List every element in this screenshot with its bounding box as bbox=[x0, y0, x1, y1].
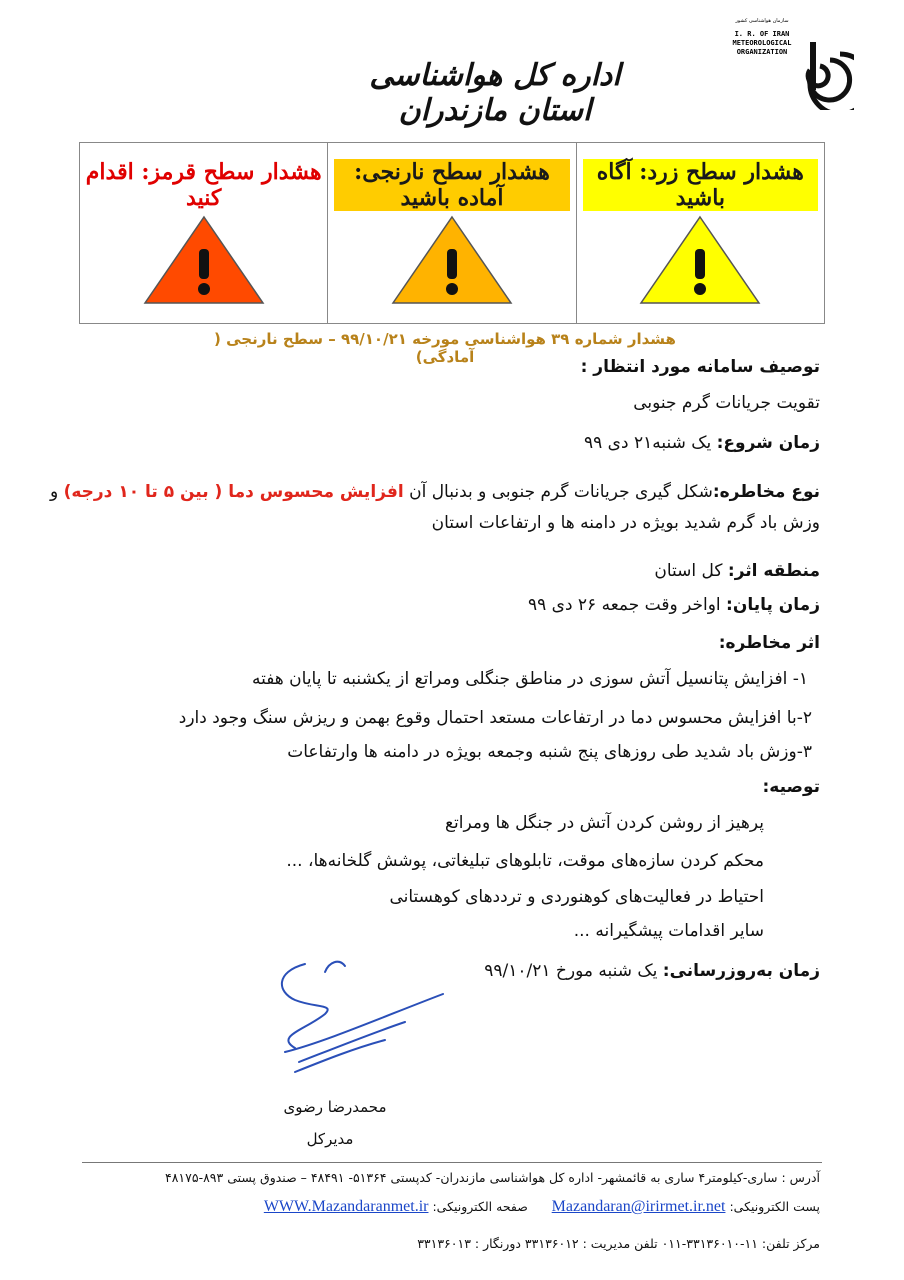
email-link[interactable]: Mazandaran@irirmet.ir.net bbox=[551, 1198, 726, 1215]
end-value: اواخر وقت جمعه ۲۶ دی ۹۹ bbox=[527, 595, 727, 615]
effect-item: ۱- افزایش پتانسیل آتش سوزی در مناطق جنگلی ومراتع از یکشنبه تا پایان هفته bbox=[251, 669, 808, 689]
level-orange-label: هشدار سطح نارنجی: آماده باشید bbox=[334, 159, 569, 211]
signatory-name: محمدرضا رضوی bbox=[283, 1098, 387, 1116]
area-row bbox=[654, 556, 820, 586]
handwritten-signature bbox=[265, 952, 465, 1082]
meteorological-organization-logo bbox=[722, 14, 854, 110]
start-row bbox=[584, 428, 820, 458]
hazard-label: نوع مخاطره: bbox=[712, 482, 820, 502]
logo-text-persian: سازمان هواشناسی کشور bbox=[735, 18, 789, 24]
advice-item: احتیاط در فعالیت‌های کوهنوردی و ترددهای کوهستانی bbox=[389, 887, 764, 907]
advice-item: محکم کردن سازه‌های موقت، تابلوهای تبلیغاتی، پوشش گلخانه‌ها، ... bbox=[286, 851, 764, 871]
footer-address: آدرس : ساری-کیلومتر۴ ساری به قائمشهر- اداره کل هواشناسی مازندران- کدپستی ۵۱۳۶۴- ۴۸۴۹۱ – صندوق پستی ۸۹۳-۴۸۱۷۵ bbox=[164, 1170, 820, 1185]
effect-item: ۲-با افزایش محسوس دما در ارتفاعات مستعد احتمال وقوع بهمن و ریزش سنگ وجود دارد bbox=[178, 708, 812, 728]
email-label: پست الکترونیکی: bbox=[729, 1199, 820, 1214]
hazard-highlight: افزایش محسوس دما ( بین ۵ تا ۱۰ درجه) bbox=[63, 482, 404, 502]
area-label: منطقه اثر: bbox=[727, 561, 820, 581]
organization-title: اداره کل هواشناسی استان مازندران bbox=[369, 58, 621, 128]
level-yellow-cell bbox=[576, 143, 824, 323]
warning-triangle-red-icon bbox=[143, 215, 265, 305]
end-row bbox=[528, 590, 820, 620]
signatory-title: مدیرکل bbox=[306, 1130, 354, 1148]
hazard-text-2: و bbox=[49, 482, 64, 502]
footer-contact-row bbox=[264, 1198, 820, 1216]
hazard-line-2: وزش باد گرم شدید بویژه در دامنه ها و ارتفاعات استان bbox=[431, 513, 820, 533]
warning-subtitle: هشدار شماره ۳۹ هواشناسی مورخه ۹۹/۱۰/۲۱ – سطح نارنجی ( آمادگی) bbox=[214, 330, 676, 366]
footer-divider bbox=[82, 1162, 822, 1163]
advice-label: توصیه: bbox=[762, 777, 820, 797]
system-value: تقویت جریانات گرم جنوبی bbox=[633, 393, 820, 413]
effects-label-row bbox=[719, 628, 820, 658]
start-value: یک شنبه۲۱ دی ۹۹ bbox=[584, 433, 717, 453]
website-link[interactable]: WWW.Mazandaranmet.ir bbox=[263, 1198, 429, 1215]
hazard-text-1: شکل گیری جریانات گرم جنوبی و بدنبال آن bbox=[403, 482, 713, 502]
update-label: زمان به‌روزرسانی: bbox=[662, 961, 820, 981]
effects-label: اثر مخاطره: bbox=[718, 633, 820, 653]
system-row bbox=[581, 352, 820, 382]
logo-text-2: METEOROLOGICAL bbox=[732, 39, 792, 47]
level-orange-cell bbox=[327, 143, 575, 323]
level-red-label: هشدار سطح قرمز: اقدام کنید bbox=[85, 159, 322, 211]
level-red-cell bbox=[80, 143, 327, 323]
advice-item: پرهیز از روشن کردن آتش در جنگل ها ومراتع bbox=[444, 813, 764, 833]
system-label: توصیف سامانه مورد انتظار : bbox=[580, 357, 820, 377]
logo-text-3: ORGANIZATION bbox=[736, 48, 788, 56]
update-value: یک شنبه مورخ ۹۹/۱۰/۲۱ bbox=[484, 961, 663, 981]
level-yellow-label: هشدار سطح زرد: آگاه باشید bbox=[583, 159, 818, 211]
website-label: صفحه الکترونیکی: bbox=[432, 1199, 528, 1214]
area-value: کل استان bbox=[654, 561, 728, 581]
end-label: زمان پایان: bbox=[726, 595, 820, 615]
update-row bbox=[484, 956, 820, 986]
effect-item: ۳-وزش باد شدید طی روزهای پنج شنبه وجمعه بویژه در دامنه ها وارتفاعات bbox=[287, 742, 812, 762]
warning-triangle-orange-icon bbox=[391, 215, 513, 305]
advice-item: سایر اقدامات پیشگیرانه ... bbox=[573, 921, 764, 941]
warning-triangle-yellow-icon bbox=[639, 215, 761, 305]
warning-levels-table bbox=[79, 142, 825, 324]
logo-text-1: I. R. OF IRAN bbox=[734, 30, 790, 38]
advice-label-row bbox=[762, 772, 820, 802]
footer-phones: مرکز تلفن: ۱۱-۳۳۱۳۶۰۱۰-۰۱۱ تلفن مدیریت : ۳۳۱۳۶۰۱۲ دورنگار : ۳۳۱۳۶۰۱۳ bbox=[417, 1236, 820, 1251]
hazard-row bbox=[50, 477, 820, 507]
start-label: زمان شروع: bbox=[716, 433, 820, 453]
